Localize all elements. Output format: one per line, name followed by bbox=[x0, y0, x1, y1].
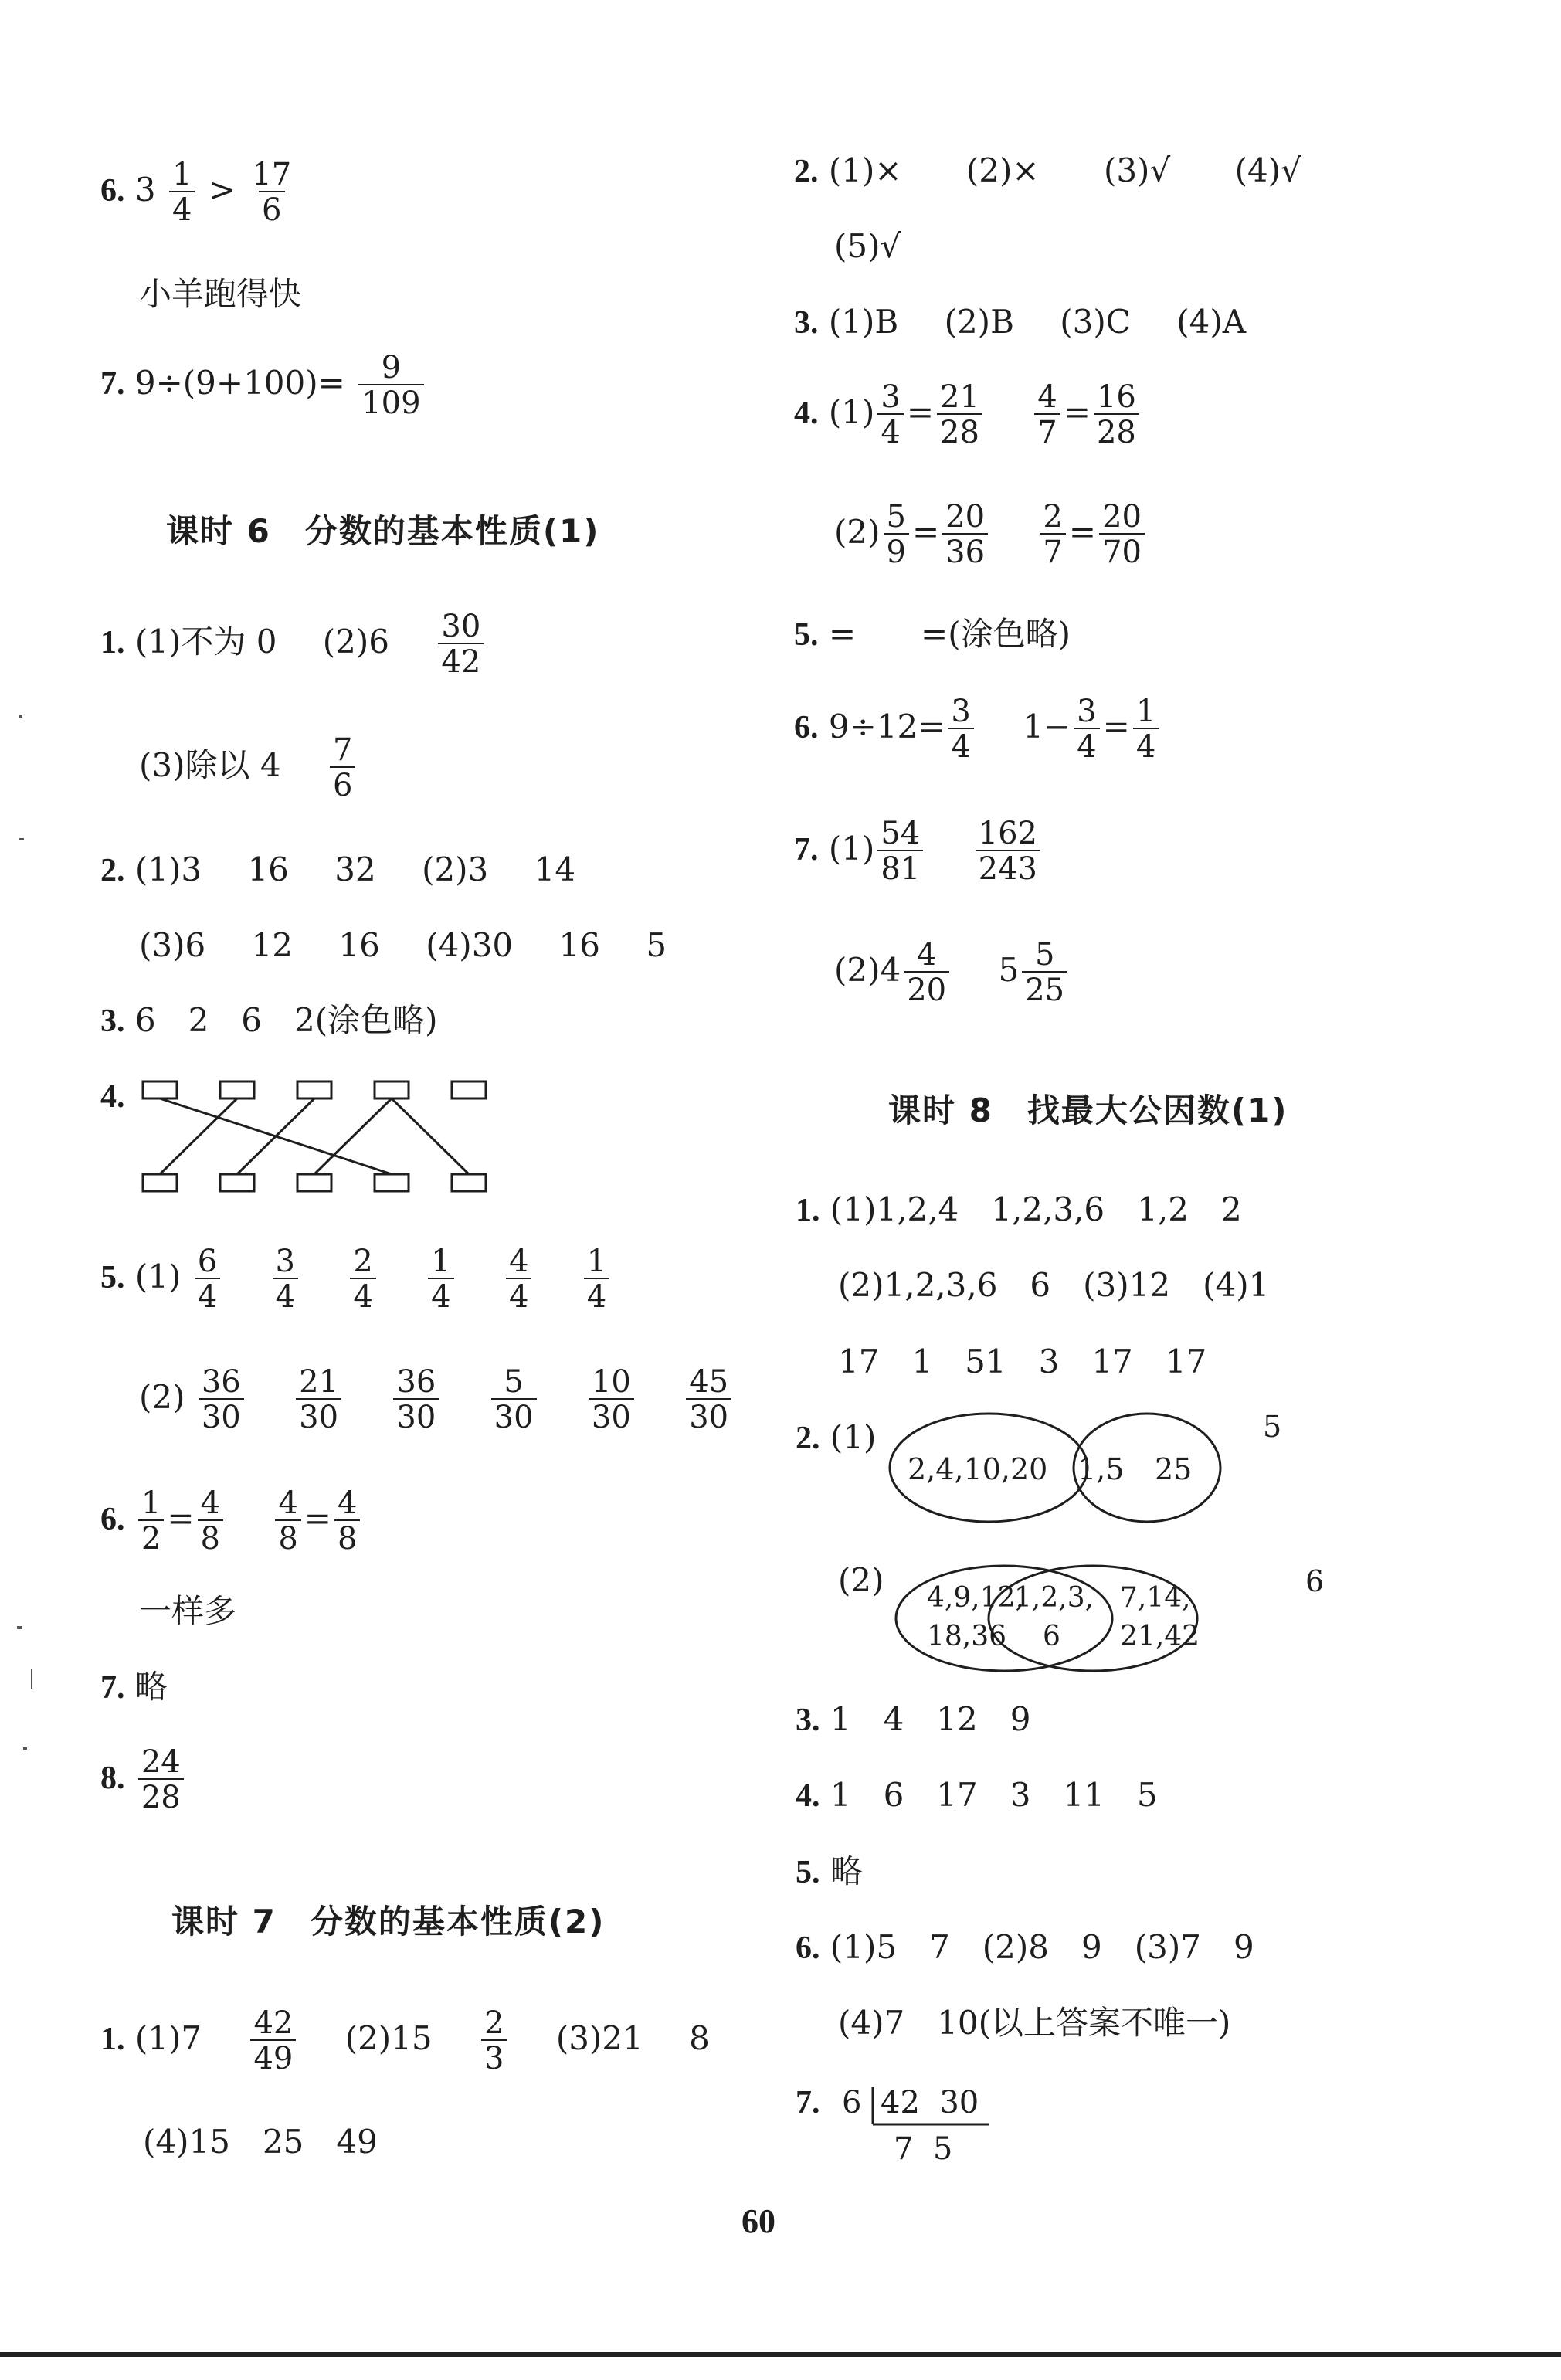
part-label: (2) bbox=[139, 1378, 185, 1416]
l6-q1-line1 bbox=[100, 610, 487, 678]
dividends: 42 30 bbox=[881, 2085, 979, 2120]
venn-overlap-values: 6 bbox=[1043, 1621, 1060, 1652]
divisor: 6 bbox=[842, 2085, 862, 2120]
l8-q6-line2: (4)7 10(以上答案不唯一) bbox=[838, 2004, 1231, 2042]
question-number: 2. bbox=[796, 1421, 820, 1456]
fraction: $\frac{16}{28}$ bbox=[1094, 381, 1139, 449]
r-q7-line2 bbox=[834, 939, 1071, 1007]
scan-mark bbox=[23, 1747, 27, 1750]
venn-answer: 5 bbox=[1263, 1410, 1282, 1444]
answer-text: 6 2 6 2(涂色略) bbox=[134, 1001, 438, 1039]
question-number: 3. bbox=[796, 1703, 820, 1738]
answer-part: (2)B bbox=[944, 303, 1014, 341]
venn-answer: 6 bbox=[1305, 1564, 1325, 1598]
answer-part: (3)除以 4 bbox=[139, 746, 281, 784]
l8-q5-line bbox=[796, 1852, 863, 1890]
mixed-whole: 3 bbox=[134, 171, 156, 209]
compare-symbol: > bbox=[208, 171, 236, 209]
question-number: 3. bbox=[100, 1003, 125, 1039]
answer-part: 16 bbox=[558, 926, 600, 964]
venn-left-values: 4,9,12, bbox=[927, 1582, 1024, 1614]
answer-part: (1)B bbox=[828, 303, 899, 341]
fraction: $\frac{4}{20}$ bbox=[904, 939, 949, 1007]
l6-q3-line bbox=[100, 1001, 438, 1039]
fraction: $\frac{3}{4}$ bbox=[948, 695, 973, 763]
expression: 9÷12= bbox=[828, 708, 945, 745]
fraction: $\frac{7}{6}$ bbox=[330, 734, 355, 802]
fraction: $\frac{42}{49}$ bbox=[250, 2007, 296, 2075]
match-line bbox=[160, 1098, 237, 1174]
l8-q4-line bbox=[796, 1776, 1158, 1814]
fraction: $\frac{4}{7}$ bbox=[1034, 381, 1060, 449]
fraction: $\frac{54}{81}$ bbox=[877, 817, 923, 885]
l6-q7-line bbox=[100, 1668, 168, 1706]
l8-q1-line3: 17 1 51 3 17 17 bbox=[838, 1343, 1207, 1380]
question-number: 6. bbox=[794, 710, 819, 745]
r-q7-line1 bbox=[794, 817, 1043, 885]
answer-text: (1)1,2,4 1,2,3,6 1,2 2 bbox=[830, 1190, 1242, 1228]
l6-q2-line1 bbox=[100, 850, 576, 888]
answer-part: (1)不为 0 bbox=[134, 623, 277, 660]
lesson6-heading: 课时 6 分数的基本性质(1) bbox=[166, 512, 600, 550]
fraction: $\frac{36}{30}$ bbox=[199, 1366, 244, 1434]
l7-q1-line2: (4)15 25 49 bbox=[143, 2123, 378, 2161]
venn-right-values: 25 bbox=[1155, 1452, 1193, 1486]
l8-q1-line2: (2)1,2,3,6 6 (3)12 (4)1 bbox=[838, 1266, 1270, 1304]
bottom-box bbox=[452, 1174, 486, 1191]
match-line bbox=[237, 1098, 314, 1174]
expression: 1− bbox=[1023, 708, 1071, 745]
answer-part: (3)21 bbox=[555, 2019, 643, 2057]
r-q2-line1 bbox=[794, 151, 1301, 189]
r-q2-line2: (5)√ bbox=[834, 227, 901, 265]
mixed-number: (2)4 bbox=[834, 951, 901, 989]
venn-left-values: 18,36 bbox=[927, 1621, 1007, 1652]
question-number: 1. bbox=[100, 2022, 125, 2057]
answer-part: 12 bbox=[251, 926, 294, 964]
question-number: 4. bbox=[100, 1079, 125, 1115]
answer-part: 5 bbox=[646, 926, 667, 964]
top-box bbox=[452, 1081, 486, 1098]
answer-part: (2)× bbox=[965, 151, 1040, 189]
top-box bbox=[375, 1081, 409, 1098]
question-number: 7. bbox=[796, 2085, 820, 2120]
l6-q5-line1 bbox=[100, 1245, 613, 1313]
question-number: 6. bbox=[796, 1930, 820, 1966]
fraction: $\frac{20}{70}$ bbox=[1099, 501, 1145, 569]
question-number: 7. bbox=[794, 832, 819, 867]
expression: 9÷(9+100)= bbox=[134, 364, 345, 402]
answer-part: 8 bbox=[689, 2019, 710, 2057]
fraction: $\frac{4}{8}$ bbox=[198, 1487, 223, 1555]
l6-q5-line2 bbox=[139, 1366, 735, 1434]
r-q4-line2: (2) $\frac{5}{9}$ = $\frac{20}{36}$ $\frac{2}{7}$ = $\frac{20}{70}$ bbox=[834, 501, 1148, 569]
question-number: 3. bbox=[794, 305, 819, 341]
short-division bbox=[838, 2078, 1008, 2171]
answer-part: (2)3 bbox=[422, 850, 489, 888]
mixed-whole: 5 bbox=[998, 951, 1020, 989]
fraction: $\frac{162}{243}$ bbox=[976, 817, 1040, 885]
venn-right-values: 7,14, bbox=[1120, 1582, 1191, 1614]
l8-q6-line1 bbox=[796, 1928, 1254, 1966]
answer-part: (4)30 bbox=[426, 926, 514, 964]
question-number: 1. bbox=[100, 625, 125, 660]
venn-overlap-values: 1,5 bbox=[1077, 1452, 1125, 1486]
answer-part: (1)7 bbox=[134, 2019, 202, 2057]
fraction: $\frac{3}{4}$ bbox=[273, 1245, 298, 1313]
page-number: 60 bbox=[741, 2202, 775, 2240]
scan-mark bbox=[19, 715, 22, 718]
l8-q7-line bbox=[796, 2086, 820, 2119]
part-label: (2) bbox=[834, 513, 881, 551]
fraction: $\frac{5}{9}$ bbox=[884, 501, 909, 569]
fraction: $\frac{30}{42}$ bbox=[438, 610, 484, 678]
bottom-box bbox=[220, 1174, 254, 1191]
fraction: $\frac{1}{4}$ bbox=[428, 1245, 453, 1313]
fraction: $\frac{5}{25}$ bbox=[1022, 939, 1067, 1007]
answer-part: (1)3 bbox=[134, 850, 202, 888]
question-number: 2. bbox=[100, 853, 125, 888]
top-box bbox=[220, 1081, 254, 1098]
fraction: $\frac{21}{28}$ bbox=[937, 381, 982, 449]
bottom-box bbox=[375, 1174, 409, 1191]
scan-mark bbox=[31, 1669, 32, 1689]
question-number: 5. bbox=[794, 617, 819, 653]
part-label: (1) bbox=[828, 393, 875, 431]
left-q7-line bbox=[100, 351, 427, 419]
answer-part: 16 bbox=[247, 850, 289, 888]
question-number: 5. bbox=[796, 1855, 820, 1890]
fraction: $\frac{2}{3}$ bbox=[481, 2007, 507, 2075]
top-box bbox=[143, 1081, 177, 1098]
fraction: $\frac{1}{4}$ bbox=[584, 1245, 609, 1313]
venn-diagram-2 bbox=[888, 1557, 1325, 1680]
answer-text: 略 bbox=[134, 1668, 168, 1706]
part-label: (1) bbox=[830, 1418, 877, 1456]
match-line bbox=[314, 1098, 392, 1174]
fraction: $\frac{17}{6}$ bbox=[252, 157, 292, 228]
fraction: $\frac{5}{30}$ bbox=[491, 1366, 537, 1434]
r-q4-line1: 4. (1) $\frac{3}{4}$ = $\frac{21}{28}$ $\frac{4}{7}$ = $\frac{16}{28}$ bbox=[794, 381, 1142, 449]
quotients: 7 5 bbox=[894, 2131, 953, 2167]
scan-mark bbox=[17, 1626, 22, 1629]
question-number: 2. bbox=[794, 154, 819, 189]
fraction: $\frac{21}{30}$ bbox=[296, 1366, 341, 1434]
answer-text: 1 4 12 9 bbox=[830, 1700, 1031, 1738]
question-number: 4. bbox=[794, 396, 819, 431]
lesson8-heading: 课时 8 找最大公因数(1) bbox=[888, 1092, 1288, 1129]
fraction: $\frac{2}{7}$ bbox=[1040, 501, 1065, 569]
venn-overlap-values: 1,2,3, bbox=[1014, 1582, 1094, 1614]
l6-q6-answer: 一样多 bbox=[139, 1592, 237, 1630]
fraction: $\frac{1}{4}$ bbox=[169, 158, 195, 226]
question-number: 6. bbox=[100, 173, 125, 209]
l6-q6-line: 6. $\frac{1}{2}$ = $\frac{4}{8}$ $\frac{4}{8}$ = $\frac{4}{8}$ bbox=[100, 1487, 363, 1555]
venn-left-values: 2,4,10,20 bbox=[908, 1452, 1048, 1486]
r-q5-line bbox=[794, 615, 1071, 653]
fraction: $\frac{2}{4}$ bbox=[350, 1245, 375, 1313]
fraction: $\frac{3}{4}$ bbox=[877, 381, 903, 449]
fraction: $\frac{3}{4}$ bbox=[1074, 695, 1099, 763]
answer-part: (4)A bbox=[1176, 303, 1247, 341]
bottom-rule bbox=[0, 2352, 1561, 2357]
question-number: 1. bbox=[796, 1193, 820, 1228]
answer-part: (3)6 bbox=[139, 926, 206, 964]
l8-q2-label bbox=[796, 1418, 877, 1456]
fraction: $\frac{4}{4}$ bbox=[506, 1245, 531, 1313]
l6-q2-line2 bbox=[139, 926, 667, 964]
answer-part: 16 bbox=[338, 926, 380, 964]
fraction: $\frac{1}{2}$ bbox=[138, 1487, 164, 1555]
answer-text: 1 6 17 3 11 5 bbox=[830, 1776, 1158, 1814]
l7-q1-line1 bbox=[100, 2007, 710, 2075]
question-number: 7. bbox=[100, 1670, 125, 1706]
fraction: $\frac{20}{36}$ bbox=[942, 501, 988, 569]
l6-q4-line bbox=[100, 1080, 125, 1113]
fraction: $\frac{24}{28}$ bbox=[138, 1746, 184, 1814]
fraction: $\frac{4}{8}$ bbox=[334, 1487, 360, 1555]
question-number: 6. bbox=[100, 1502, 125, 1537]
answer-part: (1)× bbox=[828, 151, 902, 189]
part-label: (1) bbox=[134, 1258, 182, 1295]
lesson7-heading: 课时 7 分数的基本性质(2) bbox=[171, 1903, 606, 1940]
venn-right-values: 21,42 bbox=[1120, 1621, 1200, 1652]
l8-q1-line1 bbox=[796, 1190, 1242, 1228]
fraction: $\frac{4}{8}$ bbox=[275, 1487, 300, 1555]
answer-text: (1)5 7 (2)8 9 (3)7 9 bbox=[830, 1928, 1254, 1966]
part-label: (1) bbox=[828, 830, 875, 867]
answer-text: 略 bbox=[830, 1852, 863, 1890]
fraction: $\frac{10}{30}$ bbox=[589, 1366, 634, 1434]
l6-q1-line2 bbox=[139, 734, 358, 802]
question-number: 8. bbox=[100, 1760, 125, 1796]
fraction: $\frac{36}{30}$ bbox=[393, 1366, 439, 1434]
l8-q3-line bbox=[796, 1700, 1031, 1738]
fraction: $\frac{1}{4}$ bbox=[1133, 695, 1159, 763]
match-line bbox=[392, 1098, 469, 1174]
r-q6-line: 6. 9÷12= $\frac{3}{4}$ 1− $\frac{3}{4}$ = $\frac{1}{4}$ bbox=[794, 695, 1162, 763]
question-number: 5. bbox=[100, 1260, 125, 1295]
question-number: 4. bbox=[796, 1778, 820, 1814]
answer-part: (3)√ bbox=[1103, 151, 1171, 189]
answer-part: (3)C bbox=[1060, 303, 1131, 341]
answer-part: (2)6 bbox=[322, 623, 390, 660]
r-q3-line bbox=[794, 303, 1247, 341]
answer-part: 14 bbox=[534, 850, 576, 888]
bottom-box bbox=[297, 1174, 331, 1191]
bottom-box bbox=[143, 1174, 177, 1191]
left-q6-answer: 小羊跑得快 bbox=[139, 275, 302, 313]
fraction: $\frac{45}{30}$ bbox=[686, 1366, 731, 1434]
fraction: $\frac{6}{4}$ bbox=[195, 1245, 220, 1313]
question-number: 7. bbox=[100, 366, 125, 402]
top-box bbox=[297, 1081, 331, 1098]
left-q6-line bbox=[100, 158, 297, 226]
fraction: $\frac{9}{109}$ bbox=[358, 351, 423, 419]
answer-part: (2)15 bbox=[344, 2019, 433, 2057]
l8-q2-label2: (2) bbox=[838, 1561, 884, 1599]
answer-part: (4)√ bbox=[1234, 151, 1301, 189]
scan-mark bbox=[19, 838, 24, 840]
l6-q8-line bbox=[100, 1746, 187, 1814]
answer-part: 32 bbox=[334, 850, 376, 888]
matching-diagram bbox=[139, 1078, 502, 1197]
venn-diagram-1 bbox=[888, 1406, 1321, 1530]
answer-text: = =(涂色略) bbox=[828, 615, 1071, 653]
